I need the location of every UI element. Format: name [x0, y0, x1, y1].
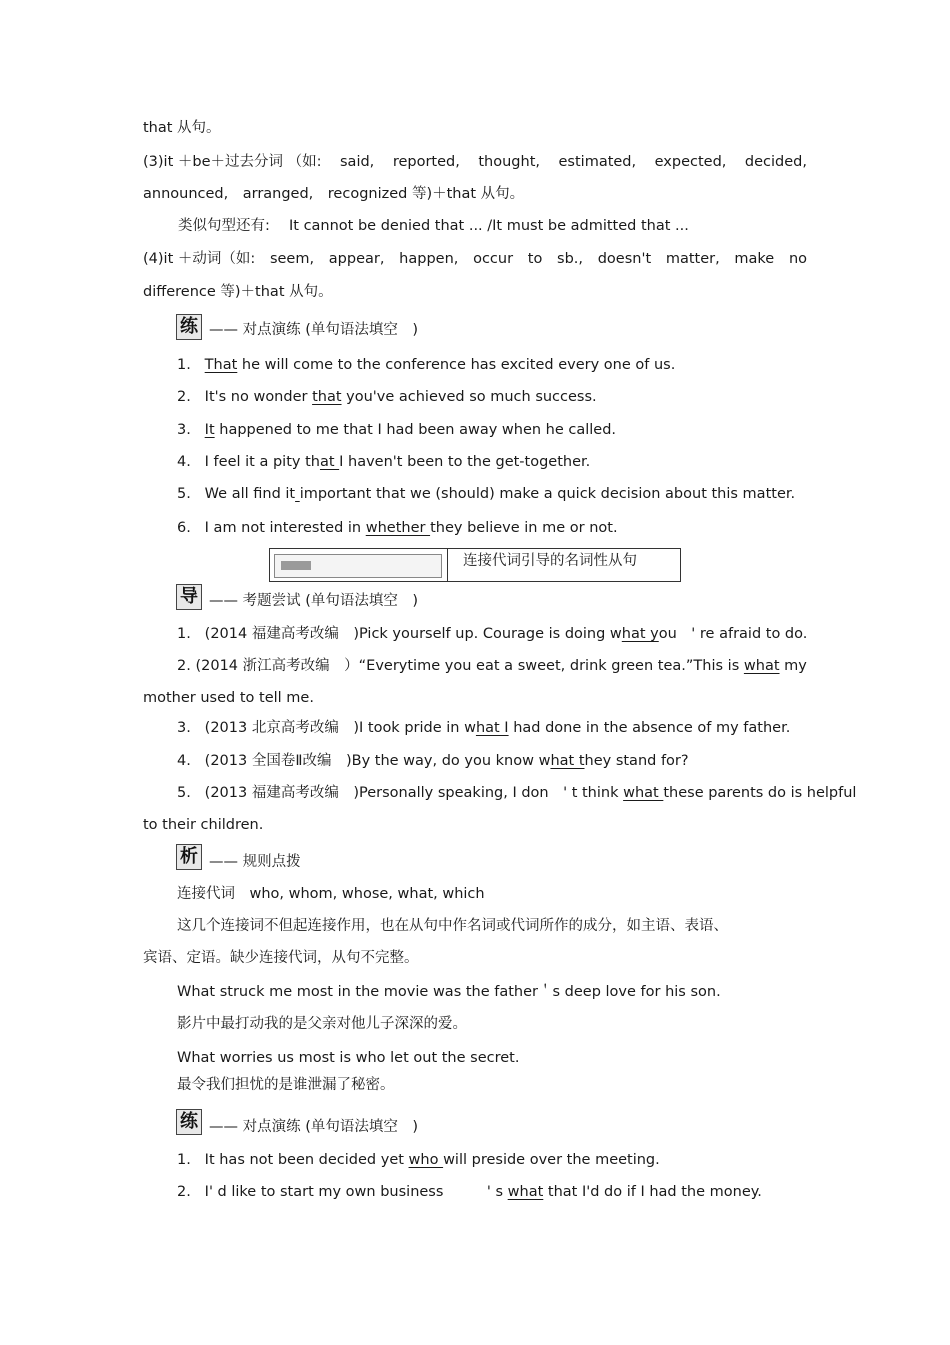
word: my	[784, 658, 807, 674]
word: thought,	[478, 154, 540, 170]
exam-item-3: 3. (2013 北京高考改编 )I took pride in what I had done in the absence of my father.	[177, 720, 791, 736]
exam-item-2-continuation: mother used to tell me.	[143, 690, 314, 706]
word: is	[727, 658, 740, 674]
word: make	[734, 251, 775, 267]
similar-patterns: 类似句型还有: It cannot be denied that ... /It must be admitted that ...	[178, 218, 689, 234]
example-sentence: What worries us most is who let out the secret.	[177, 1050, 520, 1066]
practice-item: 4. I feel it a pity that I haven't been to the get-together.	[177, 454, 591, 470]
example-translation: 最令我们担忧的是谁泄漏了秘密。	[177, 1077, 395, 1093]
rules-line: 这几个连接词不但起连接作用，也在从句中作名词或代词所作的成分，如主语、表语、	[177, 918, 728, 934]
practice-badge: 练	[176, 314, 202, 340]
word: decided,	[744, 154, 807, 170]
rules-badge: 析	[176, 844, 202, 870]
word: green	[611, 658, 654, 674]
practice-item: 3. It happened to me that I had been away when he called.	[177, 422, 617, 438]
word: you	[444, 658, 472, 674]
word: expected,	[654, 154, 727, 170]
word: (4)it ＋动词（如:	[143, 251, 256, 267]
word: (3)it ＋be＋过去分词 （如:	[143, 154, 322, 170]
practice-item: 2. I' d like to start my own business ' s what that I'd do if I had the money.	[177, 1184, 762, 1200]
word: appear,	[328, 251, 385, 267]
exam-item-5-continuation: to their children.	[143, 817, 264, 833]
rule-3-line	[143, 152, 807, 172]
rules-line: 连接代词 who, whom, whose, what, which	[177, 886, 485, 902]
word: reported,	[392, 154, 460, 170]
practice-item: 2. It's no wonder that you've achieved so much success.	[177, 389, 597, 405]
section-title-box	[269, 548, 681, 582]
exam-item-1: 1. (2014 福建高考改编 )Pick yourself up. Courage is doing what you ' re afraid to do.	[177, 626, 808, 642]
exam-header: —— 考题尝试 (单句语法填空 )	[209, 593, 419, 609]
word: tea.”This	[657, 658, 724, 674]
answer: at	[319, 454, 340, 470]
word: estimated,	[558, 154, 637, 170]
word: what	[743, 658, 780, 674]
practice-header: —— 对点演练 (单句语法填空 )	[209, 1119, 419, 1135]
word: seem,	[269, 251, 315, 267]
word: sweet,	[517, 658, 566, 674]
practice-header: —— 对点演练 (单句语法填空 )	[209, 322, 419, 338]
word: sb.,	[557, 251, 584, 267]
word: (2014	[195, 658, 239, 674]
word: matter,	[665, 251, 720, 267]
answer: It	[204, 422, 215, 438]
practice-item: 1. It has not been decided yet who will preside over the meeting.	[177, 1152, 660, 1168]
rules-header: —— 规则点拨	[209, 854, 301, 870]
word: occur	[473, 251, 514, 267]
practice-badge: 练	[176, 1109, 202, 1135]
exam-badge: 导	[176, 584, 202, 610]
practice-item: 1. That he will come to the conference has excited every one of us.	[177, 357, 676, 373]
example-translation: 影片中最打动我的是父亲对他儿子深深的爱。	[177, 1016, 467, 1032]
practice-item: 6. I am not interested in whether they believe in me or not.	[177, 520, 618, 536]
word: a	[504, 658, 514, 674]
exam-item-5: 5. (2013 福建高考改编 )Personally speaking, I don ' t think what these parents do is helpful	[177, 785, 857, 801]
exam-item-4: 4. (2013 全国卷Ⅱ改编 )By the way, do you know what they stand for?	[177, 753, 689, 769]
text-line: that 从句。	[143, 120, 221, 136]
rule-3-continuation: announced, arranged, recognized 等)＋that 从句。	[143, 186, 525, 202]
word: 2.	[177, 658, 191, 674]
example-sentence: What struck me most in the movie was the father＇s deep love for his son.	[177, 984, 721, 1000]
practice-item: 5. We all find it important that we (should) make a quick decision about this matter.	[177, 486, 796, 502]
answer: That	[204, 357, 238, 373]
rule-4-continuation: difference 等)＋that 从句。	[143, 284, 333, 300]
word: eat	[476, 658, 500, 674]
word: happen,	[399, 251, 459, 267]
word: to	[527, 251, 543, 267]
answer: whether	[365, 520, 431, 536]
word: doesn't	[597, 251, 652, 267]
exam-item-2	[177, 656, 807, 676]
rules-line: 宾语、定语。缺少连接代词，从句不完整。	[143, 950, 419, 966]
rule-4-line	[143, 249, 807, 269]
word: no	[788, 251, 807, 267]
section-label-image	[274, 554, 442, 578]
word: drink	[569, 658, 607, 674]
word: 浙江高考改编 ）“Everytime	[242, 658, 441, 674]
answer: that	[312, 389, 342, 405]
section-title: 连接代词引导的名词性从句	[463, 553, 637, 569]
word: said,	[340, 154, 375, 170]
